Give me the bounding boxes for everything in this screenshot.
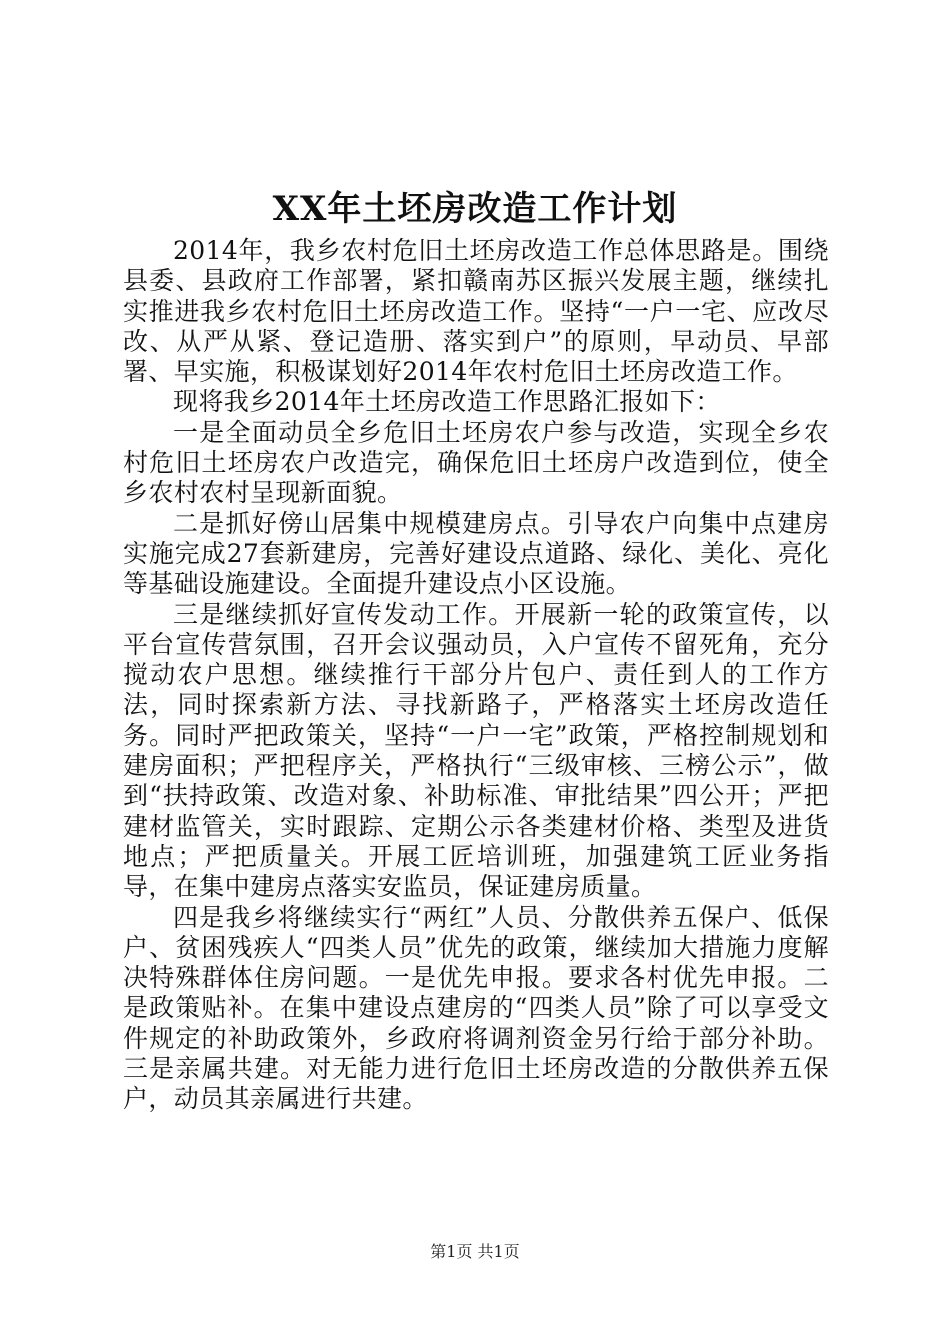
paragraph-point-two: 二是抓好傍山居集中规模建房点。引导农户向集中点建房实施完成27套新建房，完善好建设点道路、绿化、美化、亮化等基础设施建设。全面提升建设点小区设施。 xyxy=(123,508,829,599)
paragraph-point-four: 四是我乡将继续实行“两红”人员、分散供养五保户、低保户、贫困残疾人“四类人员”优先的政策，继续加大措施力度解决特殊群体住房问题。一是优先申报。要求各村优先申报。二是政策贴补。在集中建设点建房的“四类人员”除了可以享受文件规定的补助政策外，乡政府将调剂资金另行给于部分补助。三是亲属共建。对无能力进行危旧土坯房改造的分散供养五保户，动员其亲属进行共建。 xyxy=(123,902,829,1114)
page-number-footer: 第1页 共1页 xyxy=(430,1242,520,1261)
paragraph-intro: 2014年，我乡农村危旧土坯房改造工作总体思路是。围绕县委、县政府工作部署，紧扣赣南苏区振兴发展主题，继续扎实推进我乡农村危旧土坯房改造工作。坚持“一户一宅、应改尽改、从严从紧、登记造册、落实到户”的原则，早动员、早部署、早实施，积极谋划好2014年农村危旧土坯房改造工作。 xyxy=(123,236,829,387)
paragraph-point-three: 三是继续抓好宣传发动工作。开展新一轮的政策宣传，以平台宣传营氛围，召开会议强动员，入户宣传不留死角，充分搅动农户思想。继续推行干部分片包户、责任到人的工作方法，同时探索新方法、寻找新路子，严格落实土坯房改造任务。同时严把政策关，坚持“一户一宅”政策，严格控制规划和建房面积；严把程序关，严格执行“三级审核、三榜公示”，做到“扶持政策、改造对象、补助标准、审批结果”四公开；严把建材监管关，实时跟踪、定期公示各类建材价格、类型及进货地点；严把质量关。开展工匠培训班，加强建筑工匠业务指导，在集中建房点落实安监员，保证建房质量。 xyxy=(123,599,829,902)
paragraph-report-lead: 现将我乡2014年土坯房改造工作思路汇报如下： xyxy=(173,387,721,417)
document-body xyxy=(123,236,829,1115)
paragraph-point-one: 一是全面动员全乡危旧土坯房农户参与改造，实现全乡农村危旧土坯房农户改造完，确保危旧土坯房户改造到位，使全乡农村农村呈现新面貌。 xyxy=(123,417,829,508)
document-title: XX年土坯房改造工作计划 xyxy=(272,189,678,229)
